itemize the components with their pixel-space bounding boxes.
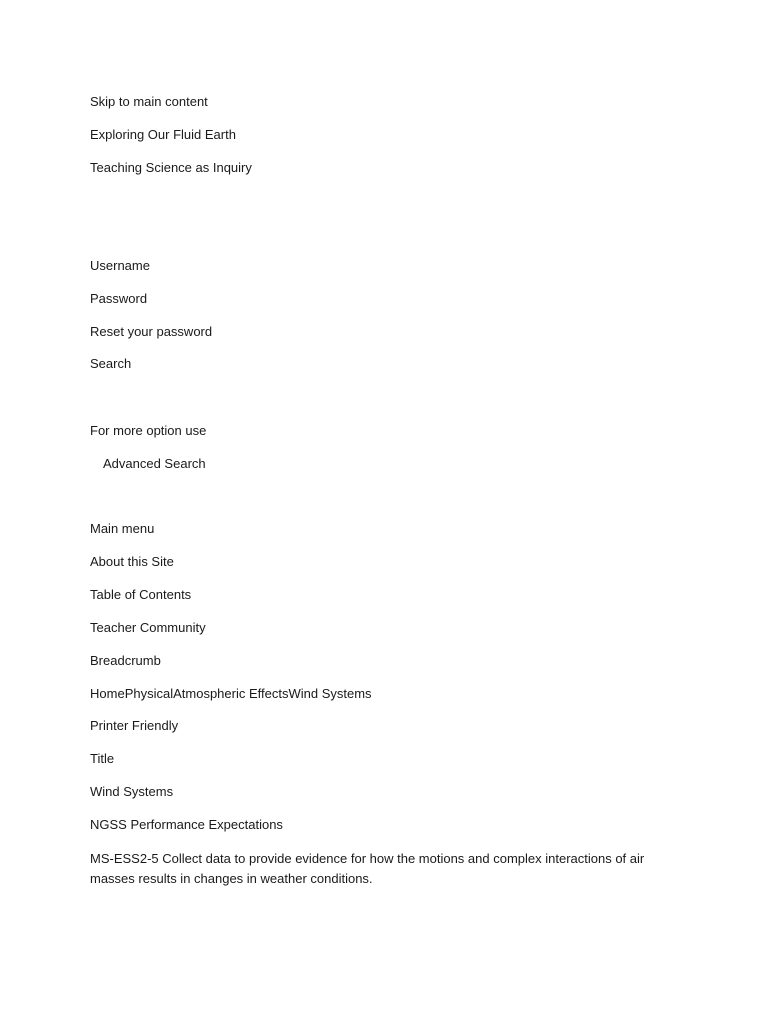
breadcrumb xyxy=(90,686,372,702)
ngss-heading: NGSS Performance Expectations xyxy=(90,817,283,832)
breadcrumb-physical[interactable]: Physical xyxy=(124,686,174,701)
site-slogan: Teaching Science as Inquiry xyxy=(90,160,252,175)
menu-item-about[interactable]: About this Site xyxy=(90,554,174,569)
menu-item-teacher-community[interactable]: Teacher Community xyxy=(90,620,206,635)
username-label[interactable]: Username xyxy=(90,258,150,273)
ngss-standard-text: MS-ESS2-5 Collect data to provide evidence for how the motions and complex interactions of air masses results in changes in weather conditions. xyxy=(90,851,645,886)
search-label[interactable]: Search xyxy=(90,356,132,371)
reset-password-link[interactable]: Reset your password xyxy=(90,324,213,339)
breadcrumb-atmospheric-effects[interactable]: Atmospheric Effects xyxy=(173,686,289,701)
breadcrumb-home[interactable]: Home xyxy=(90,686,125,701)
breadcrumb-heading: Breadcrumb xyxy=(90,653,161,668)
breadcrumb-current: Wind Systems xyxy=(288,686,372,701)
site-name-link[interactable]: Exploring Our Fluid Earth xyxy=(90,127,236,142)
menu-item-table-of-contents[interactable]: Table of Contents xyxy=(90,587,192,602)
page-content xyxy=(90,0,690,1024)
more-option-text: For more option use xyxy=(90,423,207,438)
printer-friendly-link[interactable]: Printer Friendly xyxy=(90,718,179,733)
password-label[interactable]: Password xyxy=(90,291,148,306)
main-menu-heading: Main menu xyxy=(90,521,155,536)
skip-to-main-link[interactable]: Skip to main content xyxy=(90,94,208,109)
title-label: Title xyxy=(90,751,115,766)
advanced-search-link[interactable]: Advanced Search xyxy=(103,456,206,471)
page-title: Wind Systems xyxy=(90,784,174,799)
